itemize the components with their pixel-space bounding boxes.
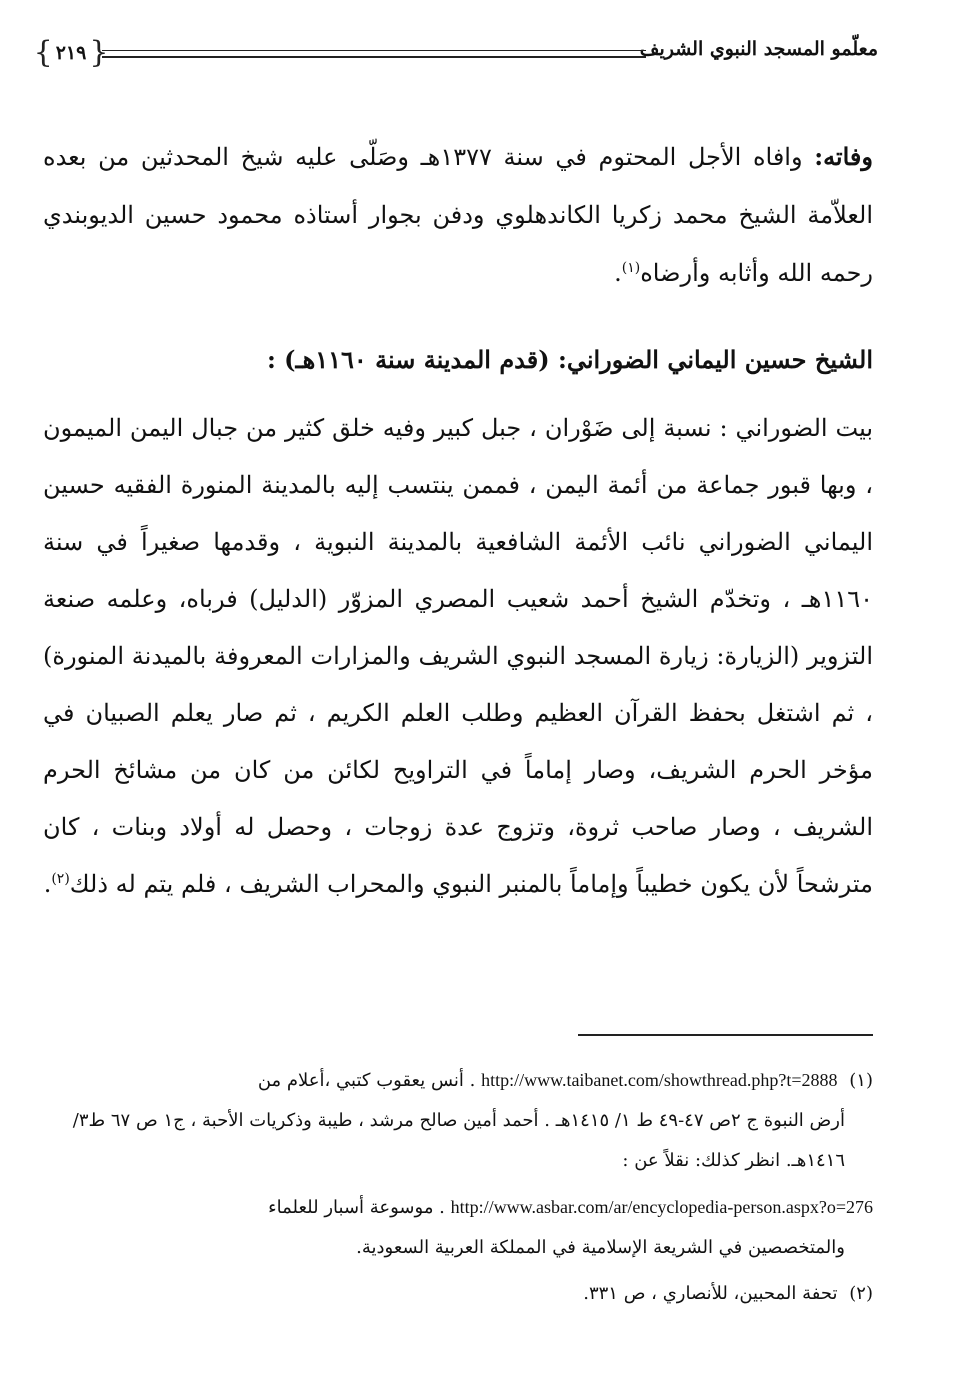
paragraph-end: . [43, 870, 52, 898]
footnote-1 [43, 1060, 873, 1181]
footnote-2 [43, 1274, 873, 1314]
footnote-text: تحفة المحبين، للأنصاري ، ص ٣٣١. [583, 1283, 838, 1304]
death-paragraph [43, 128, 873, 302]
right-brace-icon: } [33, 35, 53, 70]
footnote-continuation: أرض النبوة ج ٢ص ٤٧-٤٩ ط ١/ ١٤١٥هـ . أحمد أمين صالح مرشد ، طيبة وذكريات الأحبة ، ج١ ص ٦٧ ط٣/ ١٤١٦هـ. انظر كذلك: نقلاً عن : [72, 1110, 845, 1171]
footnote-link[interactable]: http://www.taibanet.com/showthread.php?t=2888 [481, 1070, 838, 1090]
footnote-text: . أنس يعقوب كتبي ،أعلام من [257, 1070, 476, 1091]
footnote-separator [578, 1034, 873, 1036]
header-rule [102, 50, 646, 58]
footnote-link[interactable]: http://www.asbar.com/ar/encyclopedia-person.aspx?o=276 [450, 1197, 873, 1217]
footnotes [43, 1060, 873, 1320]
footnote-1-source [43, 1187, 873, 1268]
paragraph-text: وافاه الأجل المحتوم في سنة ١٣٧٧هـ وصَلّى عليه شيخ المحدثين من بعده العلاّمة الشيخ محمد زكريا الكاندهلوي ودفن بجوار أستاذه محمود حسين الديوبندي رحمه الله وأثابه وأرضاه [43, 143, 873, 287]
page-number-box [33, 35, 109, 70]
footnote-continuation: والمتخصصين في الشريعة الإسلامية في المملكة العربية السعودية. [356, 1237, 845, 1258]
page-header [33, 34, 878, 74]
paragraph-end: . [614, 259, 622, 287]
section-heading: الشيخ حسين اليماني الضوراني: (قدم المدينة سنة ١١٦٠هـ) : [266, 345, 873, 374]
footnote-text: . موسوعة أسبار للعلماء [268, 1197, 445, 1218]
footnote-number: (٢) [849, 1283, 873, 1304]
paragraph-lead: وفاته: [814, 142, 873, 171]
footnote-ref: (١) [621, 260, 641, 276]
left-brace-icon: { [89, 35, 109, 70]
footnote-number: (١) [849, 1070, 873, 1091]
biography-paragraph [43, 400, 873, 913]
page-number: ٢١٩ [55, 42, 87, 64]
biography-text: بيت الضوراني : نسبة إلى ضَوْران ، جبل كبير وفيه خلق كثير من جبال اليمن الميمون ، وبها قبور جماعة من أئمة اليمن ، فممن ينتسب إليه بالمدينة المنورة الفقيه حسين اليماني الضوراني نائب الأئمة الشافعية بالمدينة النبوية ، وقدمها صغيراً في سنة ١١٦٠هـ ، وتخدّم الشيخ أحمد شعيب المصري المزوّر (الدليل) فرباه، وعلمه صنعة التزوير (الزيارة: زيارة المسجد النبوي الشريف والمزارات المعروفة بالميدنة المنورة) ، ثم اشتغل بحفظ القرآن العظيم وطلب العلم الكريم ، ثم صار يعلم الصبيان في مؤخر الحرم الشريف، وصار إماماً في التراويح لكائن من كان من مشائخ الحرم الشريف ، وصار صاحب ثروة، وتزوج عدة زوجات ، وحصل له أولاد وبنات ، كان مترشحاً لأن يكون خطيباً وإماماً بالمنبر النبوي والمحراب الشريف ، فلم يتم له ذلك [43, 414, 873, 898]
footnote-ref: (٢) [51, 871, 70, 887]
running-title: معلّمو المسجد النبوي الشريف [639, 38, 878, 60]
